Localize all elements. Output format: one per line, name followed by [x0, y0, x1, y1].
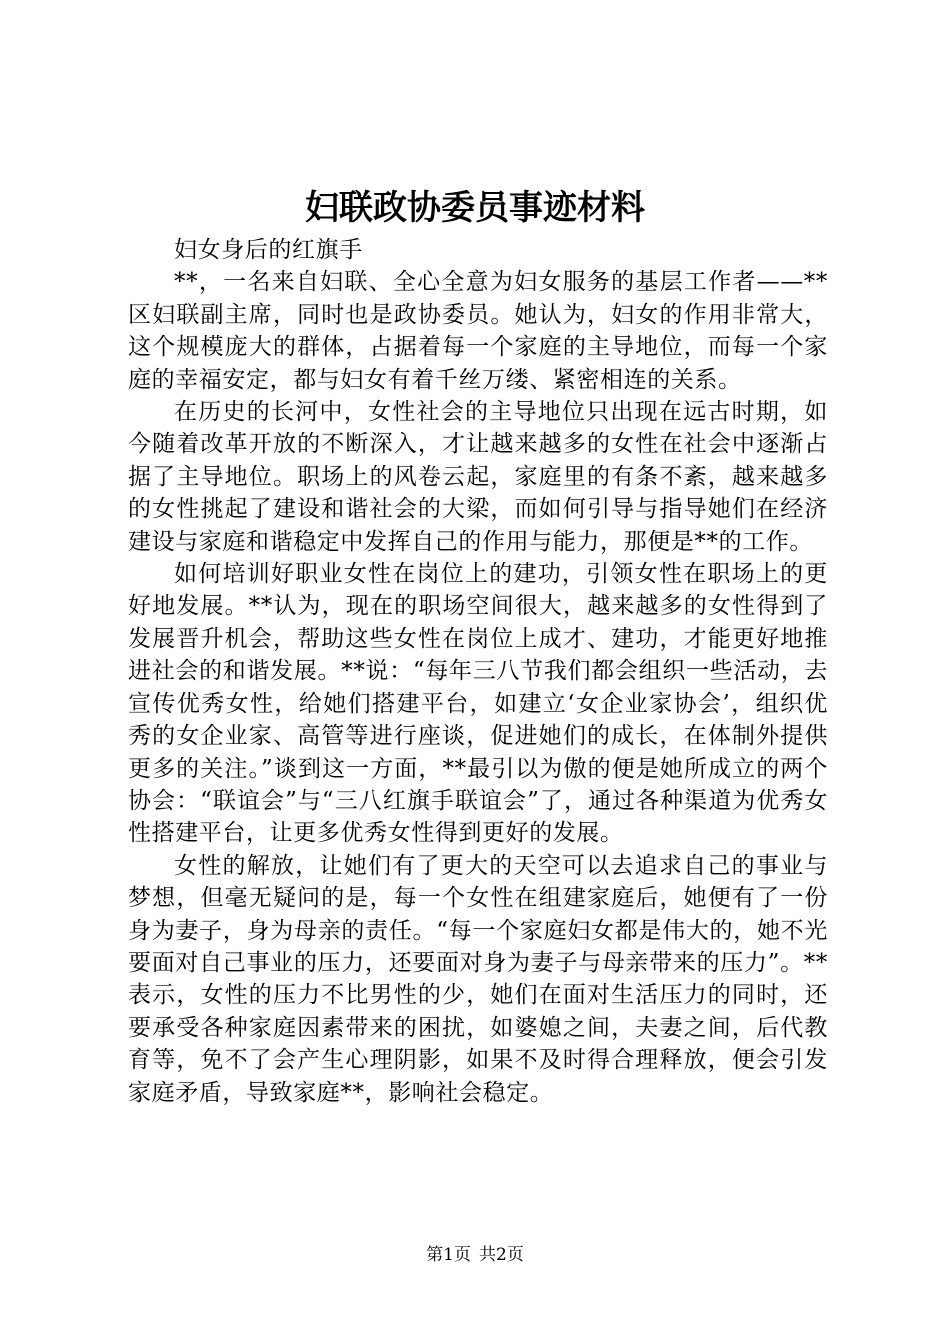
body-paragraph-4: 女性的解放，让她们有了更大的天空可以去追求自己的事业与梦想，但毫无疑问的是，每一个女性在组建家庭后，她便有了一份身为妻子，身为母亲的责任。“每一个家庭妇女都是伟大的，她不光要面对自己事业的压力，还要面对身为妻子与母亲带来的压力”。**表示，女性的压力不比男性的少，她们在面对生活压力的同时，还要承受各种家庭因素带来的困扰，如婆媳之间，夫妻之间，后代教育等，免不了会产生心理阴影，如果不及时得合理释放，便会引发家庭矛盾，导致家庭**，影响社会稳定。 [128, 852, 828, 1106]
document-title: 妇联政协委员事迹材料 [305, 188, 645, 228]
document-body [128, 234, 828, 1109]
page-footer [0, 1244, 950, 1266]
page-number-total: 共2页 [479, 1245, 524, 1265]
subtitle-paragraph: 妇女身后的红旗手 [174, 237, 363, 263]
body-paragraph-1: **，一名来自妇联、全心全意为妇女服务的基层工作者——**区妇联副主席，同时也是政协委员。她认为，妇女的作用非常大，这个规模庞大的群体，占据着每一个家庭的主导地位，而每一个家庭的幸福安定，都与妇女有着千丝万缕、紧密相连的关系。 [128, 269, 828, 393]
body-paragraph-3: 如何培训好职业女性在岗位上的建功，引领女性在职场上的更好地发展。**认为，现在的职场空间很大，越来越多的女性得到了发展晋升机会，帮助这些女性在岗位上成才、建功，才能更好地推进社会的和谐发展。**说：“每年三八节我们都会组织一些活动，去宣传优秀女性，给她们搭建平台，如建立‘女企业家协会’，组织优秀的女企业家、高管等进行座谈，促进她们的成长，在体制外提供更多的关注。”谈到这一方面，**最引以为傲的便是她所成立的两个协会：“联谊会”与“三八红旗手联谊会”了，通过各种渠道为优秀女性搭建平台，让更多优秀女性得到更好的发展。 [128, 561, 828, 847]
body-paragraph-2: 在历史的长河中，女性社会的主导地位只出现在远古时期，如今随着改革开放的不断深入，才让越来越多的女性在社会中逐渐占据了主导地位。职场上的风卷云起，家庭里的有条不紊，越来越多的女性挑起了建设和谐社会的大梁，而如何引导与指导她们在经济建设与家庭和谐稳定中发挥自己的作用与能力，那便是**的工作。 [128, 399, 828, 555]
page-number-current: 第1页 [426, 1245, 471, 1265]
